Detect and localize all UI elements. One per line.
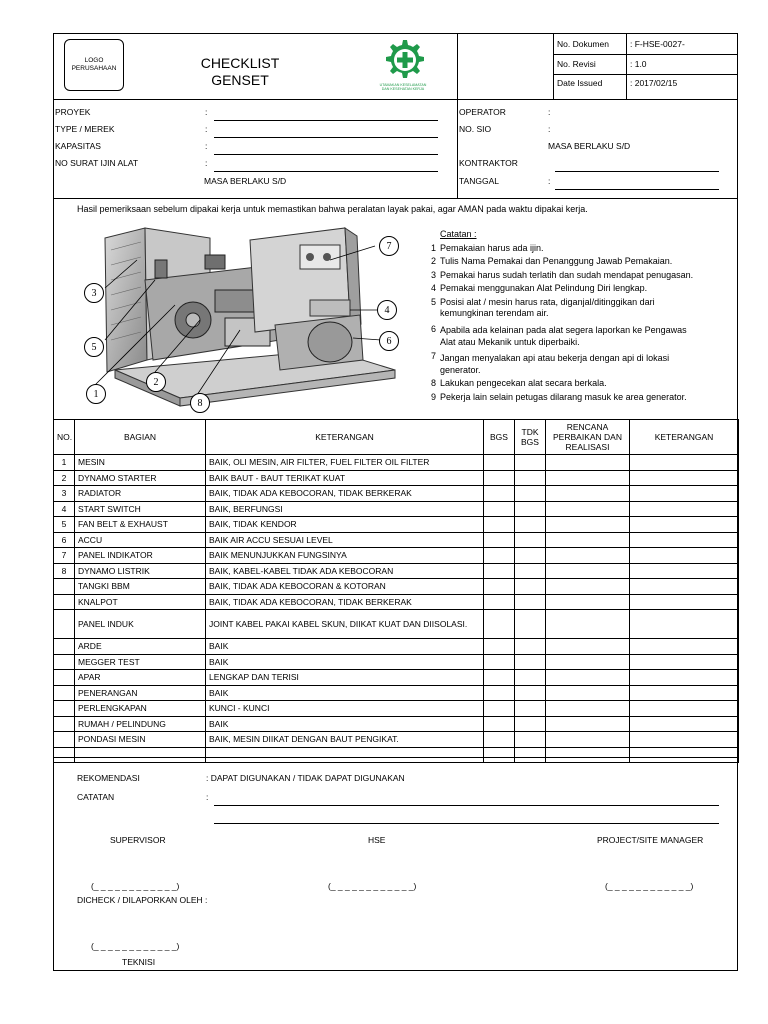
note-text: kemungkinan terendam air. <box>440 308 549 318</box>
row-tdk-bgs-cell[interactable] <box>515 654 546 670</box>
row-bagian: PONDASI MESIN <box>75 732 206 748</box>
row-bagian: FAN BELT & EXHAUST <box>75 517 206 533</box>
row-bagian: ACCU <box>75 532 206 548</box>
row-bgs-cell[interactable] <box>484 470 515 486</box>
row-bagian: RUMAH / PELINDUNG <box>75 716 206 732</box>
kapasitas-field[interactable] <box>214 154 438 155</box>
divider <box>53 198 738 199</box>
row-bagian: PANEL INDUK <box>75 610 206 639</box>
marker-2: 2 <box>146 372 166 392</box>
title-line-1: CHECKLIST <box>200 55 280 71</box>
row-no: 8 <box>54 563 75 579</box>
row-keterangan: LENGKAP DAN TERISI <box>206 670 484 686</box>
row-rencana-cell[interactable] <box>546 579 630 595</box>
row-keterangan-cell[interactable] <box>630 548 739 564</box>
svg-text:DAN KESEHATAN KERJA: DAN KESEHATAN KERJA <box>381 87 425 91</box>
row-rencana-cell[interactable] <box>546 455 630 471</box>
logo-text: LOGO PERUSAHAAN <box>71 57 117 72</box>
row-keterangan-cell[interactable] <box>630 470 739 486</box>
colon: : <box>548 176 551 186</box>
marker-5: 5 <box>84 337 104 357</box>
row-bagian: START SWITCH <box>75 501 206 517</box>
table-row <box>54 517 739 533</box>
row-bgs-cell[interactable] <box>484 610 515 639</box>
row-no: 2 <box>54 470 75 486</box>
row-bagian: TANGKI BBM <box>75 579 206 595</box>
row-bgs-cell[interactable] <box>484 517 515 533</box>
row-bgs-cell[interactable] <box>484 532 515 548</box>
no-surat-ijin-label: NO SURAT IJIN ALAT <box>55 158 139 168</box>
revision-label: No. Revisi <box>557 59 596 69</box>
row-bagian <box>75 747 206 763</box>
note-text: Tulis Nama Pemakai dan Penanggung Jawab Pemakaian. <box>440 256 673 266</box>
row-bgs-cell[interactable] <box>484 639 515 655</box>
date-issued-value: : 2017/02/15 <box>630 78 678 88</box>
row-tdk-bgs-cell[interactable] <box>515 716 546 732</box>
row-keterangan-cell[interactable] <box>630 594 739 610</box>
row-rencana-cell[interactable] <box>546 747 630 763</box>
note-text: generator. <box>440 365 481 375</box>
row-keterangan: BAIK, BERFUNGSI <box>206 501 484 517</box>
kontraktor-label: KONTRAKTOR <box>459 158 518 168</box>
row-keterangan: BAIK, OLI MESIN, AIR FILTER, FUEL FILTER OIL FILTER <box>206 455 484 471</box>
row-bagian: DYNAMO LISTRIK <box>75 563 206 579</box>
divider <box>553 33 554 99</box>
row-bgs-cell[interactable] <box>484 594 515 610</box>
kapasitas-label: KAPASITAS <box>55 141 101 151</box>
row-bgs-cell[interactable] <box>484 732 515 748</box>
table-row <box>54 639 739 655</box>
row-tdk-bgs-cell[interactable] <box>515 732 546 748</box>
row-rencana-cell[interactable] <box>546 670 630 686</box>
table-row <box>54 455 739 471</box>
row-keterangan-cell[interactable] <box>630 517 739 533</box>
row-keterangan: BAIK <box>206 654 484 670</box>
row-keterangan: KUNCI - KUNCI <box>206 701 484 717</box>
note-number: 3 <box>431 270 437 280</box>
no-surat-ijin-field[interactable] <box>214 171 438 172</box>
row-no <box>54 685 75 701</box>
note-number: 9 <box>431 392 437 402</box>
col-header-rencana: RENCANA PERBAIKAN DAN REALISASI <box>546 420 630 455</box>
colon: : <box>548 124 551 134</box>
divider <box>53 99 738 100</box>
row-keterangan-cell[interactable] <box>630 455 739 471</box>
row-bgs-cell[interactable] <box>484 701 515 717</box>
table-row <box>54 532 739 548</box>
col-header-bagian: BAGIAN <box>75 420 206 455</box>
note-number: 4 <box>431 283 437 293</box>
note-text: Apabila ada kelainan pada alat segera laporkan ke Pengawas <box>440 325 687 335</box>
row-bgs-cell[interactable] <box>484 670 515 686</box>
manager-signature[interactable]: (_ _ _ _ _ _ _ _ _ _ _ _) <box>605 881 694 891</box>
doc-number-label: No. Dokumen <box>557 39 609 49</box>
row-keterangan: BAIK, TIDAK KENDOR <box>206 517 484 533</box>
colon: : <box>205 158 208 168</box>
row-tdk-bgs-cell[interactable] <box>515 610 546 639</box>
row-bgs-cell[interactable] <box>484 486 515 502</box>
row-tdk-bgs-cell[interactable] <box>515 486 546 502</box>
table-row <box>54 563 739 579</box>
supervisor-signature[interactable]: (_ _ _ _ _ _ _ _ _ _ _ _) <box>91 881 180 891</box>
marker-4: 4 <box>377 300 397 320</box>
divider <box>553 54 738 55</box>
row-bgs-cell[interactable] <box>484 455 515 471</box>
supervisor-label: SUPERVISOR <box>110 835 166 845</box>
row-keterangan: BAIK MENUNJUKKAN FUNGSINYA <box>206 548 484 564</box>
notes-title: Catatan : <box>440 229 477 239</box>
marker-1: 1 <box>86 384 106 404</box>
row-rencana-cell[interactable] <box>546 532 630 548</box>
divider <box>457 99 458 198</box>
note-text: Lakukan pengecekan alat secara berkala. <box>440 378 607 388</box>
marker-3: 3 <box>84 283 104 303</box>
row-keterangan: BAIK, MESIN DIIKAT DENGAN BAUT PENGIKAT. <box>206 732 484 748</box>
catatan-line-1[interactable] <box>214 805 719 806</box>
company-logo <box>64 39 124 91</box>
row-keterangan: BAIK, TIDAK ADA KEBOCORAN & KOTORAN <box>206 579 484 595</box>
row-keterangan-cell[interactable] <box>630 670 739 686</box>
row-keterangan: BAIK, TIDAK ADA KEBOCORAN, TIDAK BERKERAK <box>206 594 484 610</box>
divider <box>553 74 738 75</box>
note-text: Jangan menyalakan api atau bekerja dengan api di lokasi <box>440 353 670 363</box>
row-bagian: MEGGER TEST <box>75 654 206 670</box>
marker-6: 6 <box>379 331 399 351</box>
masa-berlaku-left-label: MASA BERLAKU S/D <box>204 176 287 186</box>
note-text: Posisi alat / mesin harus rata, diganjal/ditinggikan dari <box>440 297 655 307</box>
row-tdk-bgs-cell[interactable] <box>515 670 546 686</box>
row-no: 4 <box>54 501 75 517</box>
row-no: 7 <box>54 548 75 564</box>
form-title <box>190 55 290 89</box>
row-rencana-cell[interactable] <box>546 610 630 639</box>
row-no <box>54 716 75 732</box>
table-row <box>54 670 739 686</box>
row-no <box>54 579 75 595</box>
date-issued-label: Date Issued <box>557 78 603 88</box>
row-bagian: PERLENGKAPAN <box>75 701 206 717</box>
row-keterangan-cell[interactable] <box>630 532 739 548</box>
row-keterangan-cell[interactable] <box>630 747 739 763</box>
row-rencana-cell[interactable] <box>546 639 630 655</box>
row-rencana-cell[interactable] <box>546 685 630 701</box>
note-number: 8 <box>431 378 437 388</box>
doc-number-value: : F-HSE-0027- <box>630 39 685 49</box>
kontraktor-field[interactable] <box>555 171 719 172</box>
no-sio-label: NO. SIO <box>459 124 492 134</box>
row-bgs-cell[interactable] <box>484 685 515 701</box>
row-no <box>54 701 75 717</box>
note-text: Pemakaian harus ada ijin. <box>440 243 544 253</box>
row-no: 6 <box>54 532 75 548</box>
row-keterangan-cell[interactable] <box>630 685 739 701</box>
note-text: Pemakai menggunakan Alat Pelindung Diri lengkap. <box>440 283 648 293</box>
table-row <box>54 732 739 748</box>
row-bgs-cell[interactable] <box>484 747 515 763</box>
proyek-field[interactable] <box>214 120 438 121</box>
row-rencana-cell[interactable] <box>546 501 630 517</box>
proyek-label: PROYEK <box>55 107 91 117</box>
row-bagian: KNALPOT <box>75 594 206 610</box>
table-row <box>54 594 739 610</box>
note-number: 5 <box>431 297 437 307</box>
row-no: 5 <box>54 517 75 533</box>
row-bagian: ARDE <box>75 639 206 655</box>
intro-text: Hasil pemeriksaan sebelum dipakai kerja untuk memastikan bahwa peralatan layak pakai, agar AMAN pada waktu dipakai kerja. <box>77 204 588 214</box>
table-header-row <box>54 420 739 455</box>
row-keterangan-cell[interactable] <box>630 716 739 732</box>
revision-value: : 1.0 <box>630 59 647 69</box>
genset-illustration <box>75 220 415 415</box>
row-keterangan: BAIK, TIDAK ADA KEBOCORAN, TIDAK BERKERAK <box>206 486 484 502</box>
row-keterangan-cell[interactable] <box>630 579 739 595</box>
checklist-table <box>53 419 739 763</box>
colon: : <box>205 107 208 117</box>
colon: : <box>548 107 551 117</box>
table-row <box>54 501 739 517</box>
note-text: Pekerja lain selain petugas dilarang masuk ke area generator. <box>440 392 687 402</box>
row-rencana-cell[interactable] <box>546 563 630 579</box>
type-merek-label: TYPE / MEREK <box>55 124 115 134</box>
manager-label: PROJECT/SITE MANAGER <box>597 835 704 845</box>
table-row <box>54 579 739 595</box>
row-no: 1 <box>54 455 75 471</box>
divider <box>457 33 458 99</box>
note-number: 1 <box>431 243 437 253</box>
row-tdk-bgs-cell[interactable] <box>515 455 546 471</box>
row-rencana-cell[interactable] <box>546 594 630 610</box>
marker-7: 7 <box>379 236 399 256</box>
tanggal-field[interactable] <box>555 189 719 190</box>
row-bgs-cell[interactable] <box>484 501 515 517</box>
row-bagian: APAR <box>75 670 206 686</box>
row-keterangan-cell[interactable] <box>630 563 739 579</box>
catatan-line-2[interactable] <box>214 823 719 824</box>
row-bgs-cell[interactable] <box>484 579 515 595</box>
teknisi-label: TEKNISI <box>122 957 156 967</box>
row-keterangan-cell[interactable] <box>630 486 739 502</box>
type-merek-field[interactable] <box>214 137 438 138</box>
row-keterangan: BAIK <box>206 639 484 655</box>
table-row <box>54 548 739 564</box>
table-row <box>54 685 739 701</box>
row-keterangan-cell[interactable] <box>630 701 739 717</box>
row-tdk-bgs-cell[interactable] <box>515 685 546 701</box>
note-number: 2 <box>431 256 437 266</box>
row-no <box>54 594 75 610</box>
row-tdk-bgs-cell[interactable] <box>515 579 546 595</box>
row-no: 3 <box>54 486 75 502</box>
row-bagian: DYNAMO STARTER <box>75 470 206 486</box>
row-rencana-cell[interactable] <box>546 654 630 670</box>
title-line-2: GENSET <box>211 72 269 88</box>
table-row <box>54 701 739 717</box>
row-tdk-bgs-cell[interactable] <box>515 639 546 655</box>
row-tdk-bgs-cell[interactable] <box>515 548 546 564</box>
col-header-no: NO. <box>54 420 75 455</box>
hse-label: HSE <box>368 835 386 845</box>
row-bgs-cell[interactable] <box>484 563 515 579</box>
masa-berlaku-right-label: MASA BERLAKU S/D <box>548 141 631 151</box>
row-bagian: MESIN <box>75 455 206 471</box>
row-keterangan <box>206 747 484 763</box>
row-keterangan-cell[interactable] <box>630 501 739 517</box>
dicheck-label: DICHECK / DILAPORKAN OLEH : <box>77 895 208 905</box>
row-tdk-bgs-cell[interactable] <box>515 470 546 486</box>
row-bgs-cell[interactable] <box>484 548 515 564</box>
row-tdk-bgs-cell[interactable] <box>515 501 546 517</box>
col-header-keterangan: KETERANGAN <box>206 420 484 455</box>
row-tdk-bgs-cell[interactable] <box>515 747 546 763</box>
row-keterangan: BAIK <box>206 685 484 701</box>
note-text: Pemakai harus sudah terlatih dan sudah mendapat penugasan. <box>440 270 694 280</box>
rekomendasi-value: : DAPAT DIGUNAKAN / TIDAK DAPAT DIGUNAKAN <box>206 773 405 783</box>
table-row <box>54 470 739 486</box>
row-tdk-bgs-cell[interactable] <box>515 594 546 610</box>
row-rencana-cell[interactable] <box>546 732 630 748</box>
row-rencana-cell[interactable] <box>546 486 630 502</box>
row-tdk-bgs-cell[interactable] <box>515 563 546 579</box>
svg-text:UTAMAKAN KESELAMATAN: UTAMAKAN KESELAMATAN <box>379 83 427 87</box>
row-rencana-cell[interactable] <box>546 716 630 732</box>
row-keterangan: BAIK BAUT - BAUT TERIKAT KUAT <box>206 470 484 486</box>
table-row <box>54 486 739 502</box>
row-keterangan: BAIK <box>206 716 484 732</box>
table-row <box>54 716 739 732</box>
operator-label: OPERATOR <box>459 107 506 117</box>
colon: : <box>205 141 208 151</box>
row-rencana-cell[interactable] <box>546 517 630 533</box>
col-header-bgs: BGS <box>484 420 515 455</box>
row-keterangan-cell[interactable] <box>630 732 739 748</box>
row-keterangan-cell[interactable] <box>630 654 739 670</box>
rekomendasi-label: REKOMENDASI <box>77 773 140 783</box>
row-tdk-bgs-cell[interactable] <box>515 701 546 717</box>
row-bagian: PENERANGAN <box>75 685 206 701</box>
row-keterangan-cell[interactable] <box>630 610 739 639</box>
row-rencana-cell[interactable] <box>546 548 630 564</box>
row-keterangan: JOINT KABEL PAKAI KABEL SKUN, DIIKAT KUAT DAN DIISOLASI. <box>206 610 484 639</box>
catatan-label: CATATAN <box>77 792 115 802</box>
note-number: 7 <box>431 351 437 361</box>
row-no <box>54 610 75 639</box>
note-number: 6 <box>431 324 437 334</box>
row-rencana-cell[interactable] <box>546 701 630 717</box>
table-row <box>54 610 739 639</box>
k3-safety-seal-icon <box>376 36 430 92</box>
hse-signature[interactable]: (_ _ _ _ _ _ _ _ _ _ _ _) <box>328 881 417 891</box>
colon: : <box>206 792 209 802</box>
row-rencana-cell[interactable] <box>546 470 630 486</box>
row-no <box>54 747 75 763</box>
note-text: Alat atau Mekanik untuk diperbaiki. <box>440 337 580 347</box>
row-bgs-cell[interactable] <box>484 716 515 732</box>
teknisi-signature[interactable]: (_ _ _ _ _ _ _ _ _ _ _ _) <box>91 941 180 951</box>
row-bgs-cell[interactable] <box>484 654 515 670</box>
row-bagian: RADIATOR <box>75 486 206 502</box>
row-keterangan: BAIK, KABEL-KABEL TIDAK ADA KEBOCORAN <box>206 563 484 579</box>
table-row <box>54 747 739 763</box>
row-bagian: PANEL INDIKATOR <box>75 548 206 564</box>
row-tdk-bgs-cell[interactable] <box>515 517 546 533</box>
row-no <box>54 654 75 670</box>
tanggal-label: TANGGAL <box>459 176 499 186</box>
row-no <box>54 670 75 686</box>
col-header-keterangan-2: KETERANGAN <box>630 420 739 455</box>
row-tdk-bgs-cell[interactable] <box>515 532 546 548</box>
row-no <box>54 639 75 655</box>
row-keterangan: BAIK AIR ACCU SESUAI LEVEL <box>206 532 484 548</box>
row-no <box>54 732 75 748</box>
colon: : <box>205 124 208 134</box>
divider <box>626 33 627 99</box>
row-keterangan-cell[interactable] <box>630 639 739 655</box>
col-header-tdk-bgs: TDK BGS <box>515 420 546 455</box>
table-row <box>54 654 739 670</box>
marker-8: 8 <box>190 393 210 413</box>
